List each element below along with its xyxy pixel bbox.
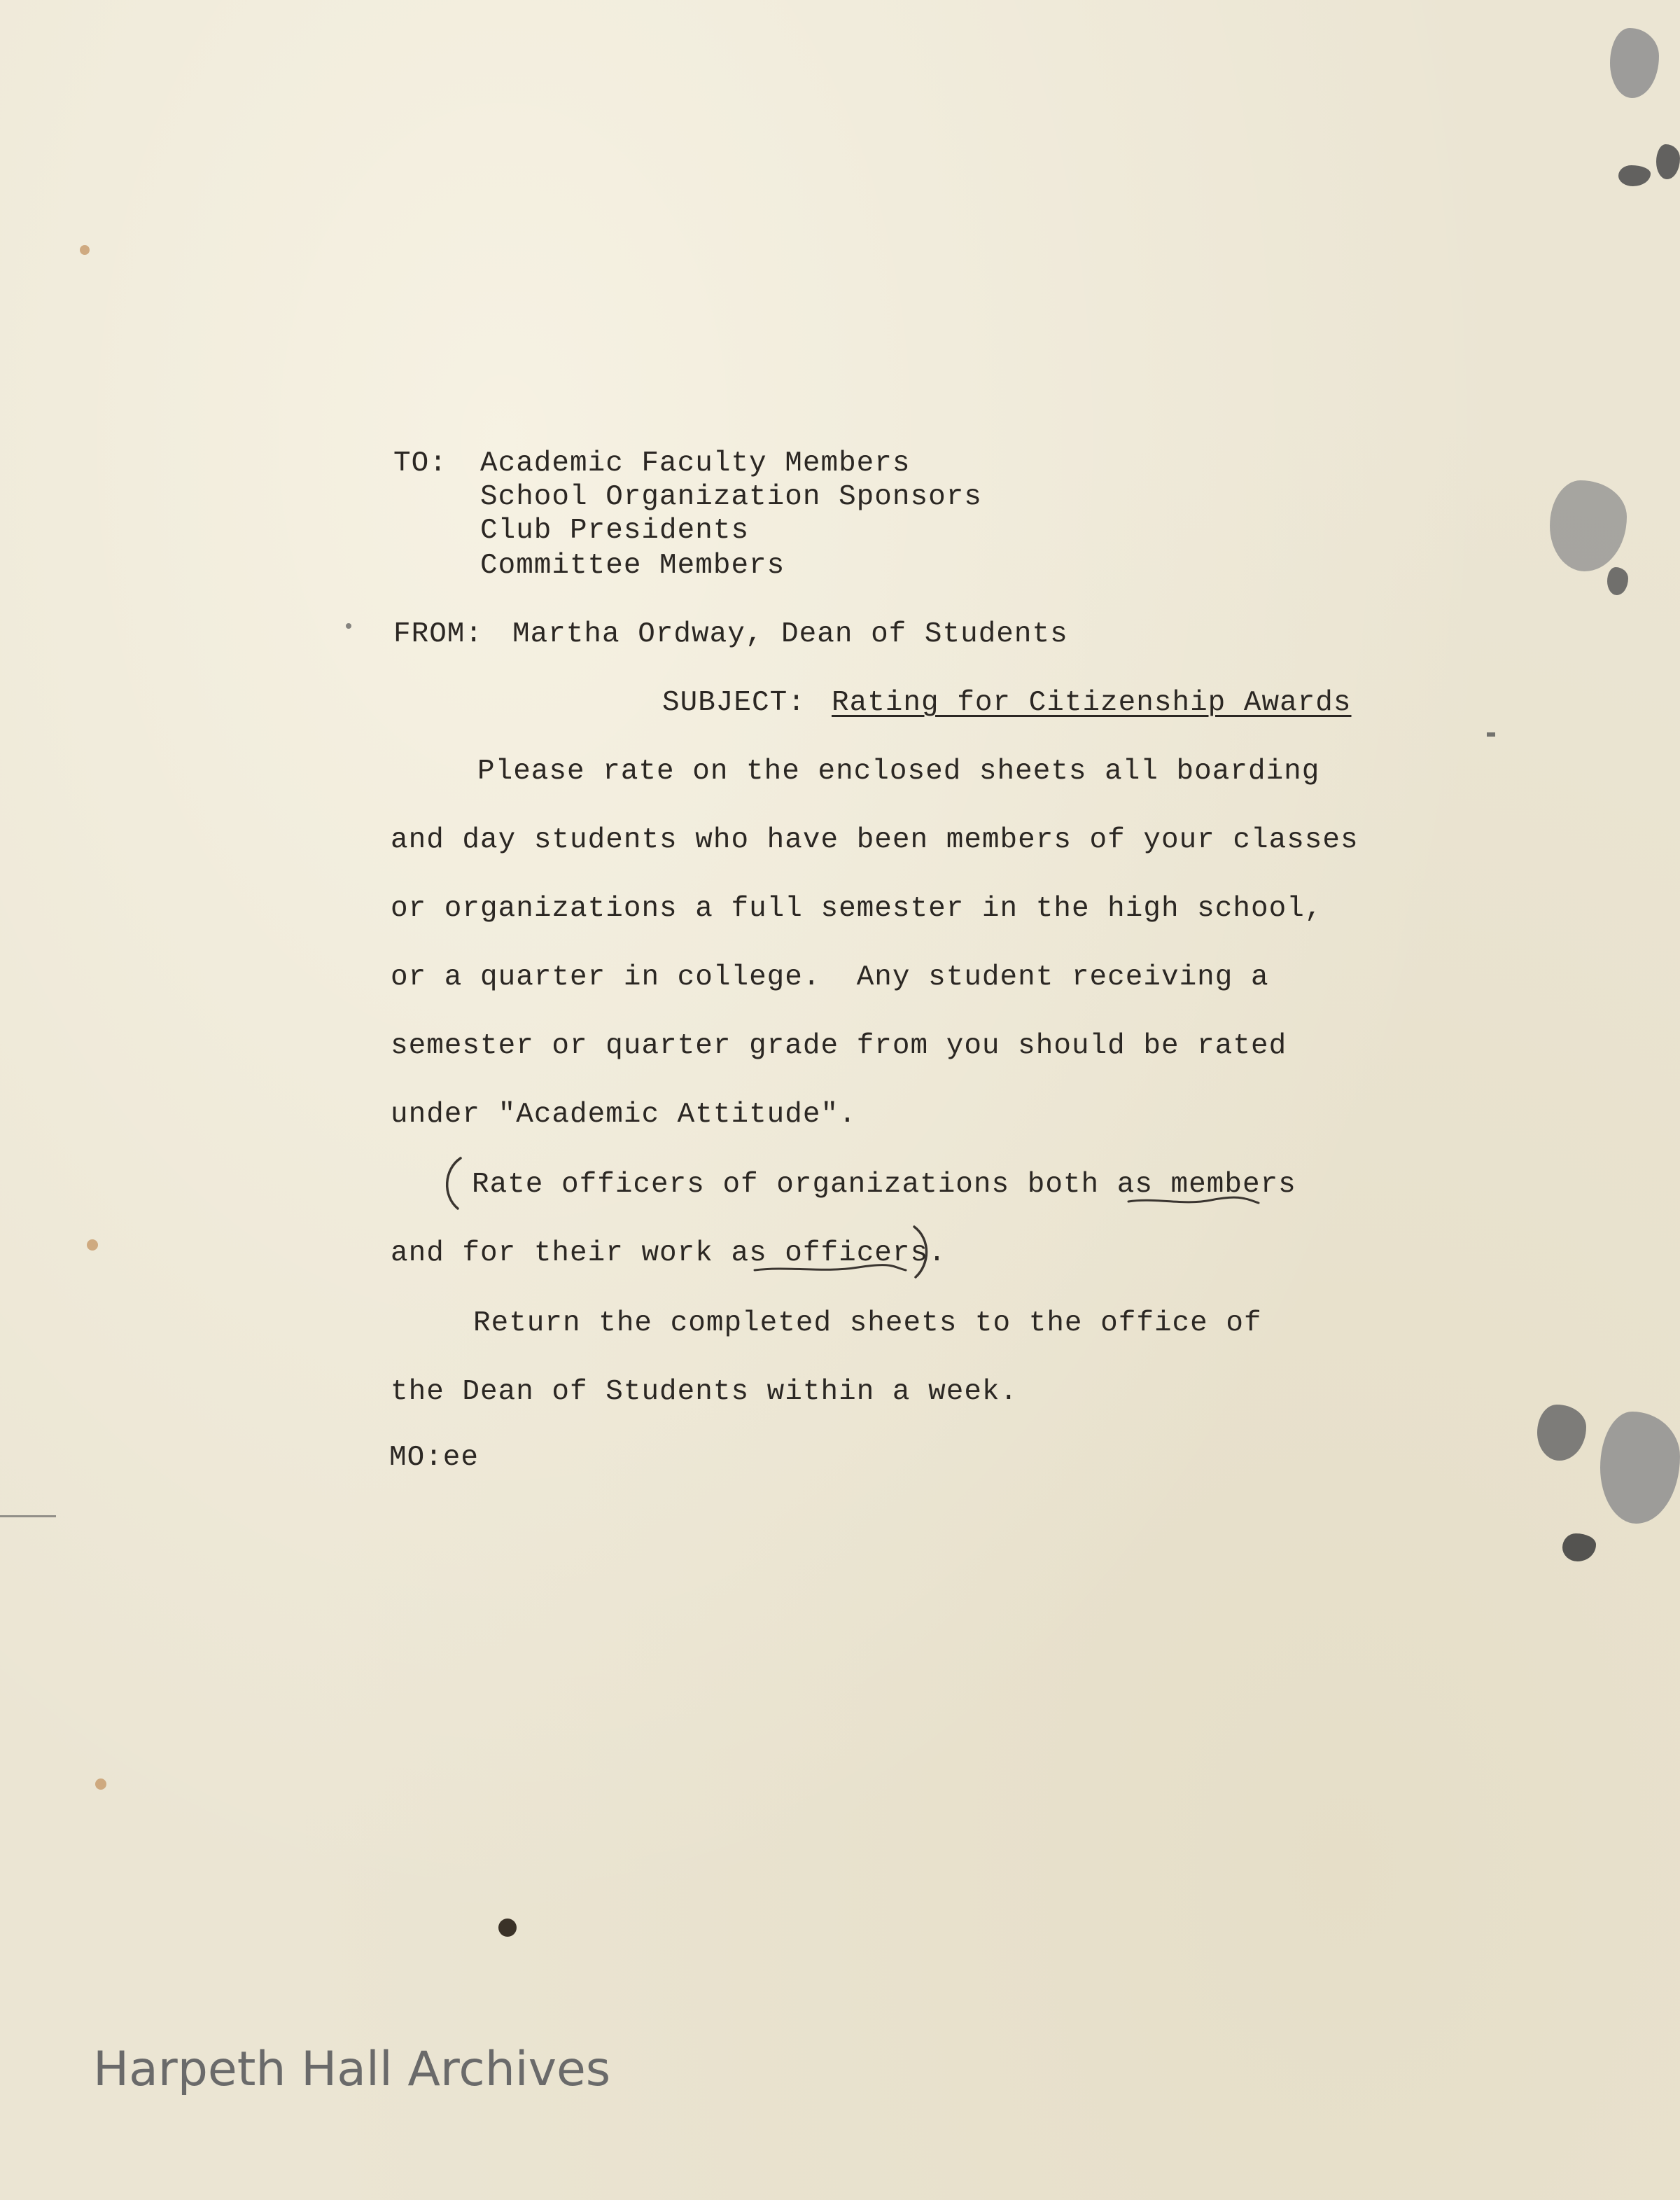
rust-spot-1 <box>80 245 90 255</box>
stray-mark-right <box>1487 732 1495 737</box>
rust-spot-3 <box>95 1778 106 1790</box>
paragraph-2-line: Rate officers of organizations both as members <box>472 1169 1296 1201</box>
paragraph-1-line: Please rate on the enclosed sheets all boarding <box>477 756 1320 788</box>
paragraph-3-line: Return the completed sheets to the office of <box>473 1307 1262 1339</box>
paragraph-1-line: or organizations a full semester in the high school, <box>391 893 1323 925</box>
paragraph-1-line: or a quarter in college. Any student receiving a <box>391 961 1269 994</box>
reference-initials: MO:ee <box>389 1442 479 1474</box>
rust-spot-2 <box>87 1239 98 1251</box>
handwritten-close-paren <box>909 1224 937 1280</box>
handwritten-underline-officers <box>753 1262 907 1277</box>
to-recipient: Committee Members <box>480 550 785 582</box>
stray-mark-left <box>0 1515 56 1517</box>
paragraph-1-line: under "Academic Attitude". <box>391 1099 857 1131</box>
subject-value: Rating for Citizenship Awards <box>832 687 1352 719</box>
from-value: Martha Ordway, Dean of Students <box>512 618 1068 650</box>
to-label: TO: <box>393 447 447 480</box>
from-label: FROM: <box>393 618 484 650</box>
to-recipient: Academic Faculty Members <box>480 447 911 480</box>
to-recipient: School Organization Sponsors <box>480 481 982 513</box>
ink-spot <box>498 1919 517 1937</box>
paragraph-1-line: semester or quarter grade from you should be rated <box>391 1030 1287 1062</box>
subject-label: SUBJECT: <box>662 687 806 719</box>
archive-watermark: Harpeth Hall Archives <box>93 2042 611 2097</box>
handwritten-open-paren <box>440 1155 468 1211</box>
paragraph-2-line: and for their work as officers. <box>391 1237 946 1269</box>
paragraph-1-line: and day students who have been members of your classes <box>391 824 1359 856</box>
paragraph-3-line: the Dean of Students within a week. <box>391 1376 1018 1408</box>
handwritten-underline-members <box>1127 1195 1260 1209</box>
to-recipient: Club Presidents <box>480 515 750 547</box>
stray-tick <box>346 623 351 629</box>
